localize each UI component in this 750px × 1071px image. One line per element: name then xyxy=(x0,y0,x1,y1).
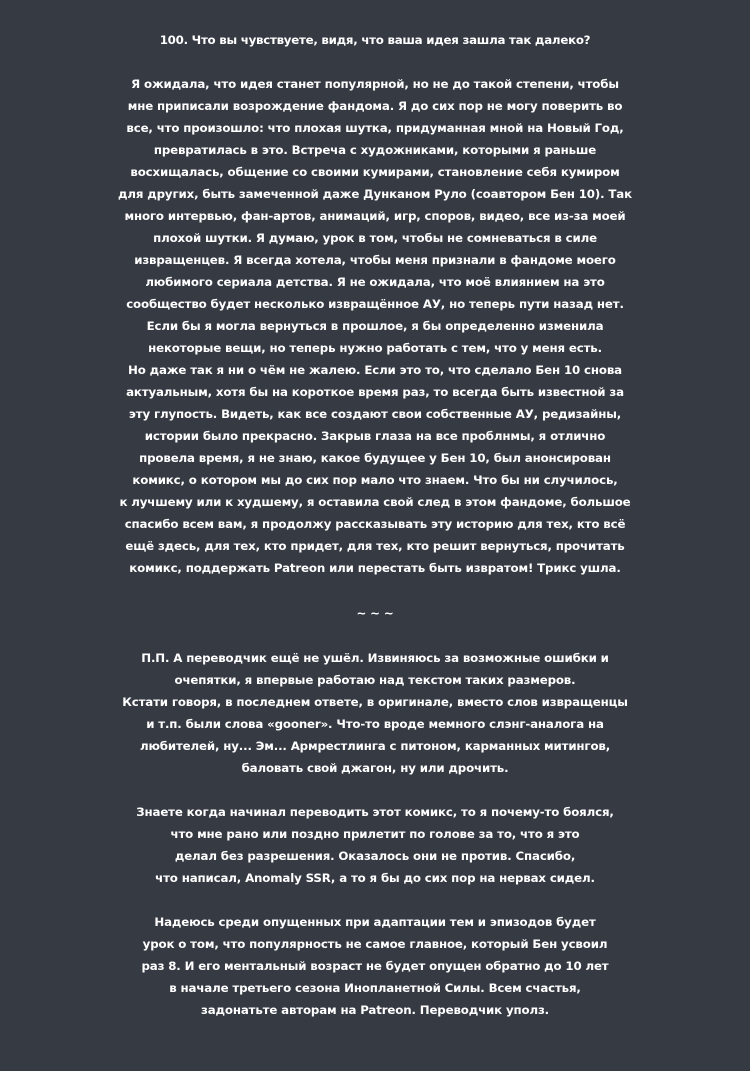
translator-note-line: любителей, ну... Эм... Армрестлинга с питоном, карманных митингов, xyxy=(139,739,611,753)
spacer xyxy=(0,51,750,73)
answer-line: для других, быть замеченной даже Дунканом Руло (соавтором Бен 10). Так xyxy=(118,187,632,201)
answer-line: некоторые вещи, но теперь нужно работать с тем, что у меня есть. xyxy=(148,341,602,355)
translator-note-line: и т.п. были слова «gooner». Что-то вроде мемного слэнг-аналога на xyxy=(146,717,604,731)
answer-line: спасибо всем вам, я продолжу рассказывать эту историю для тех, кто всё xyxy=(124,517,626,531)
answer-line: извращенцев. Я всегда хотела, чтобы меня признали в фандоме моего xyxy=(134,253,616,267)
translator-note-line: баловать свой джагон, ну или дрочить. xyxy=(241,761,509,775)
answer-line: восхищалась, общение со своими кумирами, становление себя кумиром xyxy=(130,165,620,179)
question-title: 100. Что вы чувствуете, видя, что ваша идея зашла так далеко? xyxy=(159,33,591,47)
translator-note-line: очепятки, я впервые работаю над текстом таких размеров. xyxy=(174,673,576,687)
translator-hope-line: задонатьте авторам на Patreon. Переводчик уполз. xyxy=(201,1003,549,1017)
translator-hope-line: раз 8. И его ментальный возраст не будет опущен обратно до 10 лет xyxy=(141,959,609,973)
answer-line: к лучшему или к худшему, я оставила свой след в этом фандоме, большое xyxy=(119,495,631,509)
answer-line: Но даже так я ни о чём не жалею. Если это то, что сделало Бен 10 снова xyxy=(128,363,622,377)
spacer xyxy=(0,889,750,911)
spacer xyxy=(0,779,750,801)
answer-line: все, что произошло: что плохая шутка, придуманная мной на Новый Год, xyxy=(126,121,624,135)
translator-note-paragraph xyxy=(0,647,750,779)
translator-hope-line: в начале третьего сезона Инопланетной Силы. Всем счастья, xyxy=(169,981,581,995)
translator-fear-line: делал без разрешения. Оказалось они не против. Спасибо, xyxy=(174,849,576,863)
answer-line: много интервью, фан-артов, анимаций, игр, споров, видео, все из-за моей xyxy=(124,209,626,223)
answer-line: превратилась в это. Встреча с художниками, которыми я раньше xyxy=(153,143,597,157)
translator-hope-paragraph xyxy=(0,911,750,1021)
translator-hope-line: урок о том, что популярность не самое главное, который Бен усвоил xyxy=(142,937,608,951)
answer-line: провела время, я не знаю, какое будущее у Бен 10, был анонсирован xyxy=(139,451,611,465)
answer-line: мне приписали возрождение фандома. Я до сих пор не могу поверить во xyxy=(127,99,623,113)
answer-line: эту глупость. Видеть, как все создают свои собственные АУ, редизайны, xyxy=(128,407,622,421)
translator-fear-paragraph xyxy=(0,801,750,889)
translator-hope-line: Надеюсь среди опущенных при адаптации тем и эпизодов будет xyxy=(154,915,596,929)
spacer xyxy=(0,624,750,647)
translator-fear-line: что написал, Anomaly SSR, а то я бы до сих пор на нервах сидел. xyxy=(155,871,595,885)
answer-line: сообщество будет несколько извращённое АУ, но теперь пути назад нет. xyxy=(126,297,624,311)
translator-note-line: Кстати говоря, в последнем ответе, в оригинале, вместо слов извращенцы xyxy=(122,695,628,709)
spacer xyxy=(0,579,750,602)
answer-line: плохой шутки. Я думаю, урок в том, чтобы не сомневаться в силе xyxy=(153,231,597,245)
answer-line: Я ожидала, что идея станет популярной, но не до такой степени, чтобы xyxy=(131,77,619,91)
answer-line: комикс, поддержать Patreon или перестать быть извратом! Трикс ушла. xyxy=(129,561,621,575)
answer-line: любимого сериала детства. Я не ожидала, что моё влиянием на это xyxy=(145,275,605,289)
answer-line: истории было прекрасно. Закрыв глаза на все проблнмы, я отлично xyxy=(144,429,606,443)
translator-note-line: П.П. А переводчик ещё не ушёл. Извиняюсь за возможные ошибки и xyxy=(141,651,609,665)
answer-line: актуальным, хотя бы на короткое время раз, то всегда быть известной за xyxy=(126,385,624,399)
translator-fear-line: что мне рано или поздно прилетит по голове за то, что я это xyxy=(170,827,580,841)
answer-line: Если бы я могла вернуться в прошлое, я бы определенно изменила xyxy=(146,319,604,333)
answer-line: комикс, о котором мы до сих пор мало что знаем. Что бы ни случилось, xyxy=(132,473,618,487)
answer-line: ещё здесь, для тех, кто придет, для тех, кто решит вернуться, прочитать xyxy=(125,539,625,553)
section-separator: ~ ~ ~ xyxy=(356,606,394,620)
answer-paragraph xyxy=(0,73,750,579)
translator-fear-line: Знаете когда начинал переводить этот комикс, то я почему-то боялся, xyxy=(136,805,614,819)
